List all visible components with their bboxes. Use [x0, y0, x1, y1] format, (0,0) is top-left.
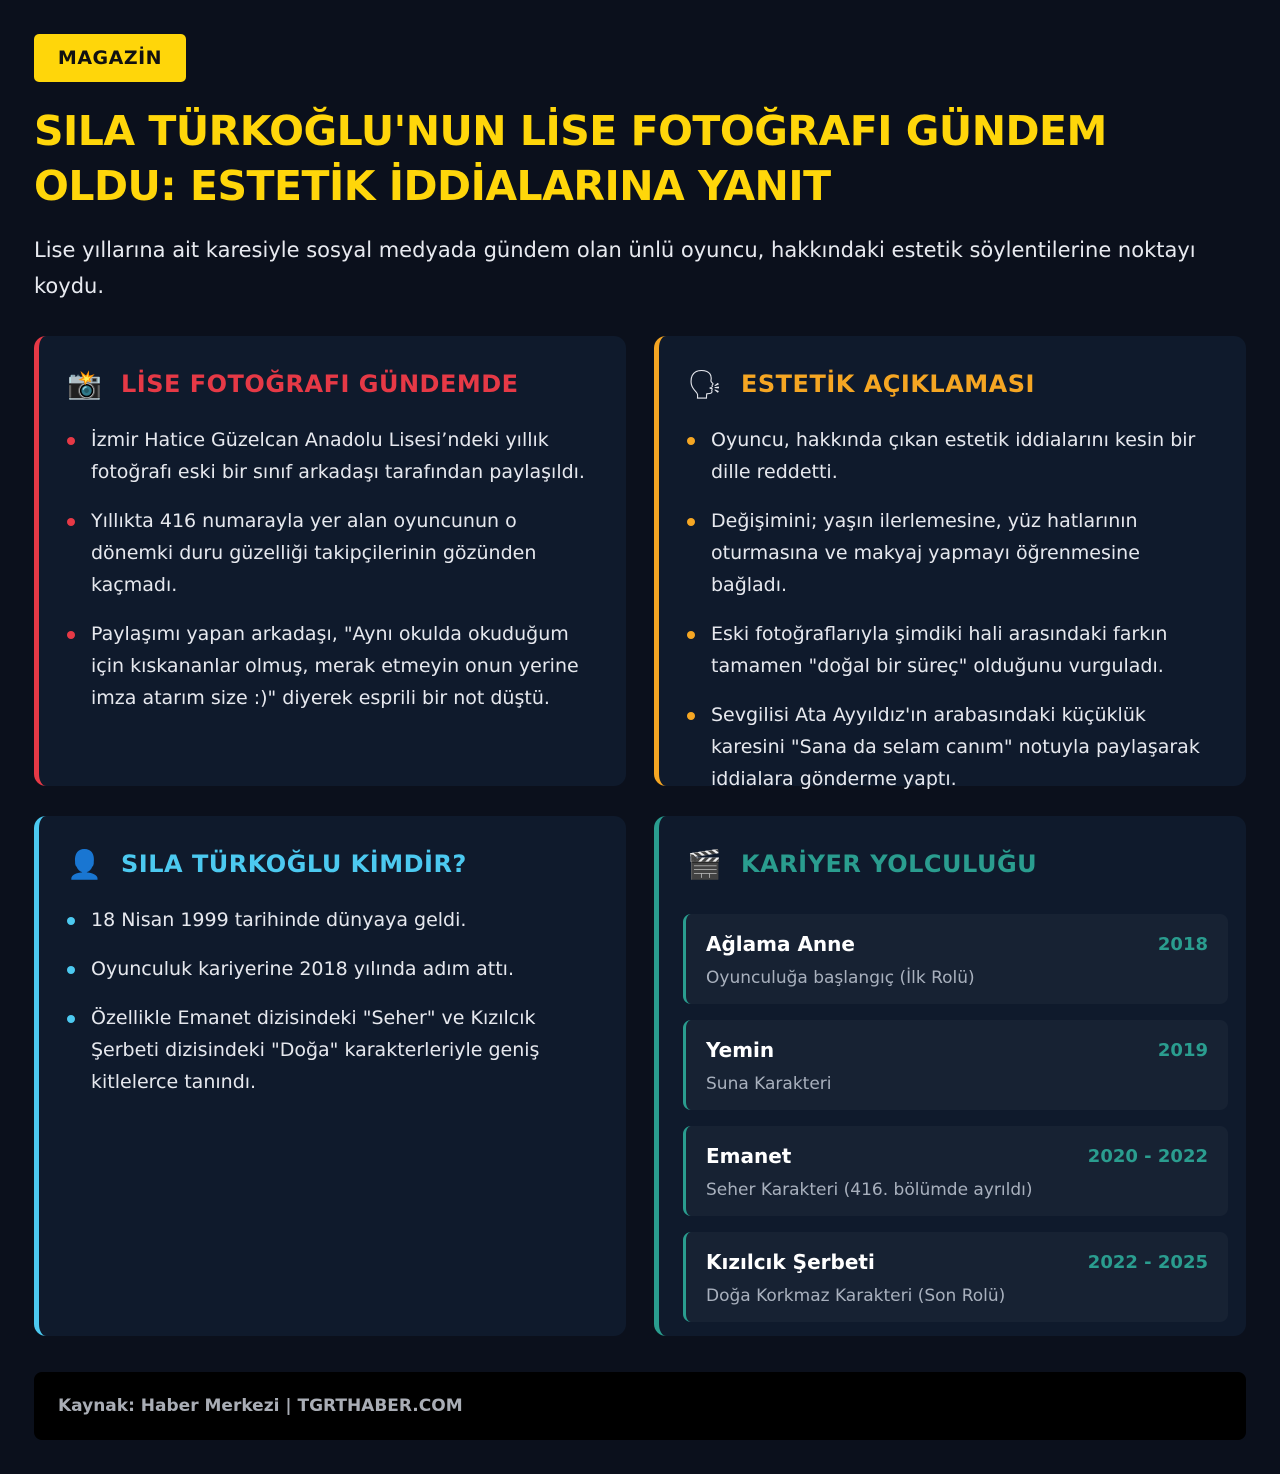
- role-year: 2018: [1157, 934, 1208, 955]
- camera-icon: 📸: [67, 367, 102, 401]
- card-photo: [34, 336, 626, 786]
- list-item: Sevgilisi Ata Ayyıldız'ın arabasındaki küçüklük karesini "Sana da selam canım" notuyla paylaşarak iddialara gönderme yaptı.: [687, 699, 1220, 795]
- list-item: Yıllıkta 416 numarayla yer alan oyuncunun o dönemki duru güzelliği takipçilerinin gözünden kaçmadı.: [67, 505, 600, 601]
- role-desc: Oyunculuğa başlangıç (İlk Rolü): [706, 968, 975, 988]
- card-title: SILA TÜRKOĞLU KİMDİR?: [121, 850, 467, 878]
- role-name: Kızılcık Şerbeti: [706, 1250, 875, 1274]
- list-item: Özellikle Emanet dizisindeki "Seher" ve Kızılcık Şerbeti dizisindeki "Doğa" karakterleriyle geniş kitlelerce tanındı.: [67, 1002, 600, 1098]
- source-footer: Kaynak: Haber Merkezi | TGRTHABER.COM: [34, 1372, 1246, 1440]
- role-name: Ağlama Anne: [706, 932, 855, 956]
- speaking-head-icon: 🗣: [687, 367, 723, 401]
- list-item: Eski fotoğraflarıyla şimdiki hali arasındaki farkın tamamen "doğal bir süreç" olduğunu vurguladı.: [687, 618, 1220, 682]
- card-aesthetic: [654, 336, 1246, 790]
- role-name: Emanet: [706, 1144, 792, 1168]
- subtitle: Lise yıllarına ait karesiyle sosyal medyada gündem olan ünlü oyuncu, hakkındaki estetik söylentilerine noktayı koydu.: [34, 238, 1196, 298]
- card-career: [654, 816, 1246, 1336]
- role-name: Yemin: [706, 1038, 775, 1062]
- card-bio: [34, 816, 626, 1336]
- timeline-item: [683, 1126, 1228, 1216]
- list-item: 18 Nisan 1999 tarihinde dünyaya geldi.: [67, 904, 600, 936]
- timeline-item: [683, 1232, 1228, 1322]
- role-year: 2019: [1157, 1040, 1208, 1061]
- card-title: KARİYER YOLCULUĞU: [741, 850, 1038, 878]
- role-desc: Seher Karakteri (416. bölümde ayrıldı): [706, 1180, 1033, 1200]
- list-item: Oyuncu, hakkında çıkan estetik iddialarını kesin bir dille reddetti.: [687, 424, 1220, 488]
- list-item: Değişimini; yaşın ilerlemesine, yüz hatlarının oturmasına ve makyaj yapmayı öğrenmesine bağladı.: [687, 505, 1220, 601]
- card-title: LİSE FOTOĞRAFI GÜNDEMDE: [121, 370, 519, 398]
- role-desc: Suna Karakteri: [706, 1074, 832, 1094]
- role-year: 2020 - 2022: [1087, 1146, 1208, 1167]
- timeline-item: [683, 1020, 1228, 1110]
- list-item: İzmir Hatice Güzelcan Anadolu Lisesi’ndeki yıllık fotoğrafı eski bir sınıf arkadaşı tarafından paylaşıldı.: [67, 424, 600, 488]
- card-title: ESTETİK AÇIKLAMASI: [741, 370, 1035, 398]
- category-badge: MAGAZİN: [34, 34, 186, 82]
- clapper-icon: 🎬: [687, 847, 722, 881]
- list-item: Paylaşımı yapan arkadaşı, "Aynı okulda okuduğum için kıskananlar olmuş, merak etmeyin onun yerine imza atarım size :)" diyerek esprili bir not düştü.: [67, 618, 600, 714]
- role-desc: Doğa Korkmaz Karakteri (Son Rolü): [706, 1286, 1006, 1306]
- timeline-item: [683, 914, 1228, 1004]
- page-title: SILA TÜRKOĞLU'NUN LİSE FOTOĞRAFI GÜNDEM OLDU: ESTETİK İDDİALARINA YANIT: [34, 107, 1107, 210]
- person-icon: 👤: [67, 847, 102, 881]
- role-year: 2022 - 2025: [1087, 1252, 1208, 1273]
- list-item: Oyunculuk kariyerine 2018 yılında adım attı.: [67, 953, 600, 985]
